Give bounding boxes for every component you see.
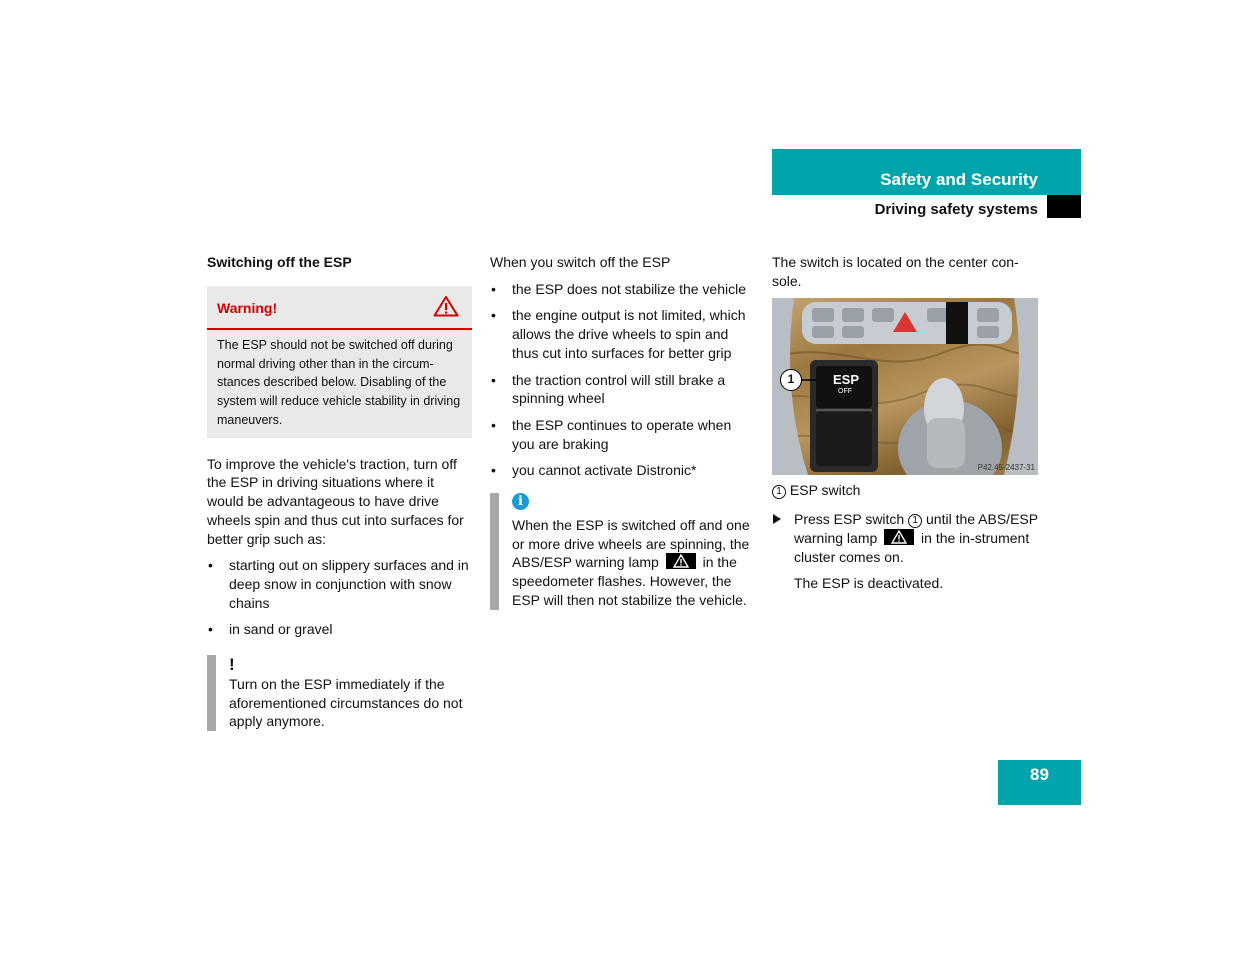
step-text: Press ESP switch: [794, 511, 905, 528]
page-number-box: [998, 760, 1081, 805]
chapter-header: [772, 149, 1081, 195]
list-item: • in sand or gravel: [207, 620, 472, 639]
step-text: in the in-strument cluster comes on.: [794, 529, 1030, 565]
warning-triangle-icon: [433, 295, 459, 322]
caution-note: [207, 655, 472, 731]
section-title: Driving safety systems: [874, 201, 1038, 218]
info-text-part: in the speedometer flashes. However, the ESP will then not stabilize the vehicle.: [512, 554, 747, 608]
image-reference-code: P42.45-2437-31: [977, 463, 1035, 473]
esp-warning-lamp-icon: [884, 529, 914, 545]
column-1: [207, 253, 472, 731]
info-icon: i: [512, 493, 529, 510]
center-console-photo: [772, 298, 1038, 475]
warning-box: [207, 286, 472, 438]
info-text: [512, 516, 756, 610]
note-text: Turn on the ESP immediately if the aforementioned circumstances do not apply anymore.: [229, 676, 463, 730]
list-item: • the ESP does not stabilize the vehicle: [490, 280, 756, 299]
situation-list: [207, 556, 472, 639]
list-item: • the ESP continues to operate when you are braking: [490, 416, 756, 453]
image-caption: [772, 481, 1042, 500]
exclamation-icon: !: [229, 655, 235, 675]
intro-text: When you switch off the ESP: [490, 254, 671, 270]
warning-text: The ESP should not be switched off during normal driving other than in the circum-stances described below. Disabling of the system will reduce vehicle stability in driving maneuvers.: [217, 337, 461, 427]
caption-text: ESP switch: [789, 482, 861, 499]
callout-number: 1: [780, 369, 802, 391]
step-number: 1: [908, 514, 922, 528]
chapter-title: Safety and Security: [880, 170, 1038, 189]
intro-paragraph: To improve the vehicle's traction, turn off the ESP in driving situations where it would be advantageous to have drive wheels spin and thus cut into surfaces for better grip such as:: [207, 455, 464, 547]
page-number: 89: [1030, 765, 1049, 784]
location-text: The switch is located on the center con-sole.: [772, 254, 1019, 289]
list-item: • the engine output is not limited, which allows the drive wheels to spin and thus cut into surfaces for better grip: [490, 306, 756, 362]
instruction-step: [772, 510, 1042, 566]
note-bar: [490, 493, 499, 610]
info-text-part: When the ESP is switched off and one or more drive wheels are spinning, the ABS/ESP warning lamp: [512, 517, 750, 571]
esp-button-sublabel: OFF: [838, 388, 852, 396]
info-note: [490, 493, 756, 610]
list-item: • you cannot activate Distronic*: [490, 461, 756, 480]
esp-warning-lamp-icon: [666, 553, 696, 569]
step-result: The ESP is deactivated.: [794, 575, 944, 592]
warning-header: [207, 286, 472, 330]
column-2: [490, 253, 756, 610]
note-bar: [207, 655, 216, 731]
warning-label: Warning!: [217, 299, 278, 316]
section-marker: [1047, 195, 1081, 218]
caption-number: 1: [772, 485, 786, 499]
list-item: • starting out on slippery surfaces and in deep snow in conjunction with snow chains: [207, 556, 472, 612]
section-heading: Switching off the ESP: [207, 254, 352, 270]
effects-list: [490, 280, 756, 480]
esp-button-label: ESP: [833, 372, 860, 388]
step-text: until the ABS/ESP warning lamp: [794, 511, 1038, 546]
step-arrow-icon: [773, 514, 781, 524]
list-item: • the traction control will still brake a spinning wheel: [490, 371, 756, 408]
column-3: [772, 253, 1042, 593]
